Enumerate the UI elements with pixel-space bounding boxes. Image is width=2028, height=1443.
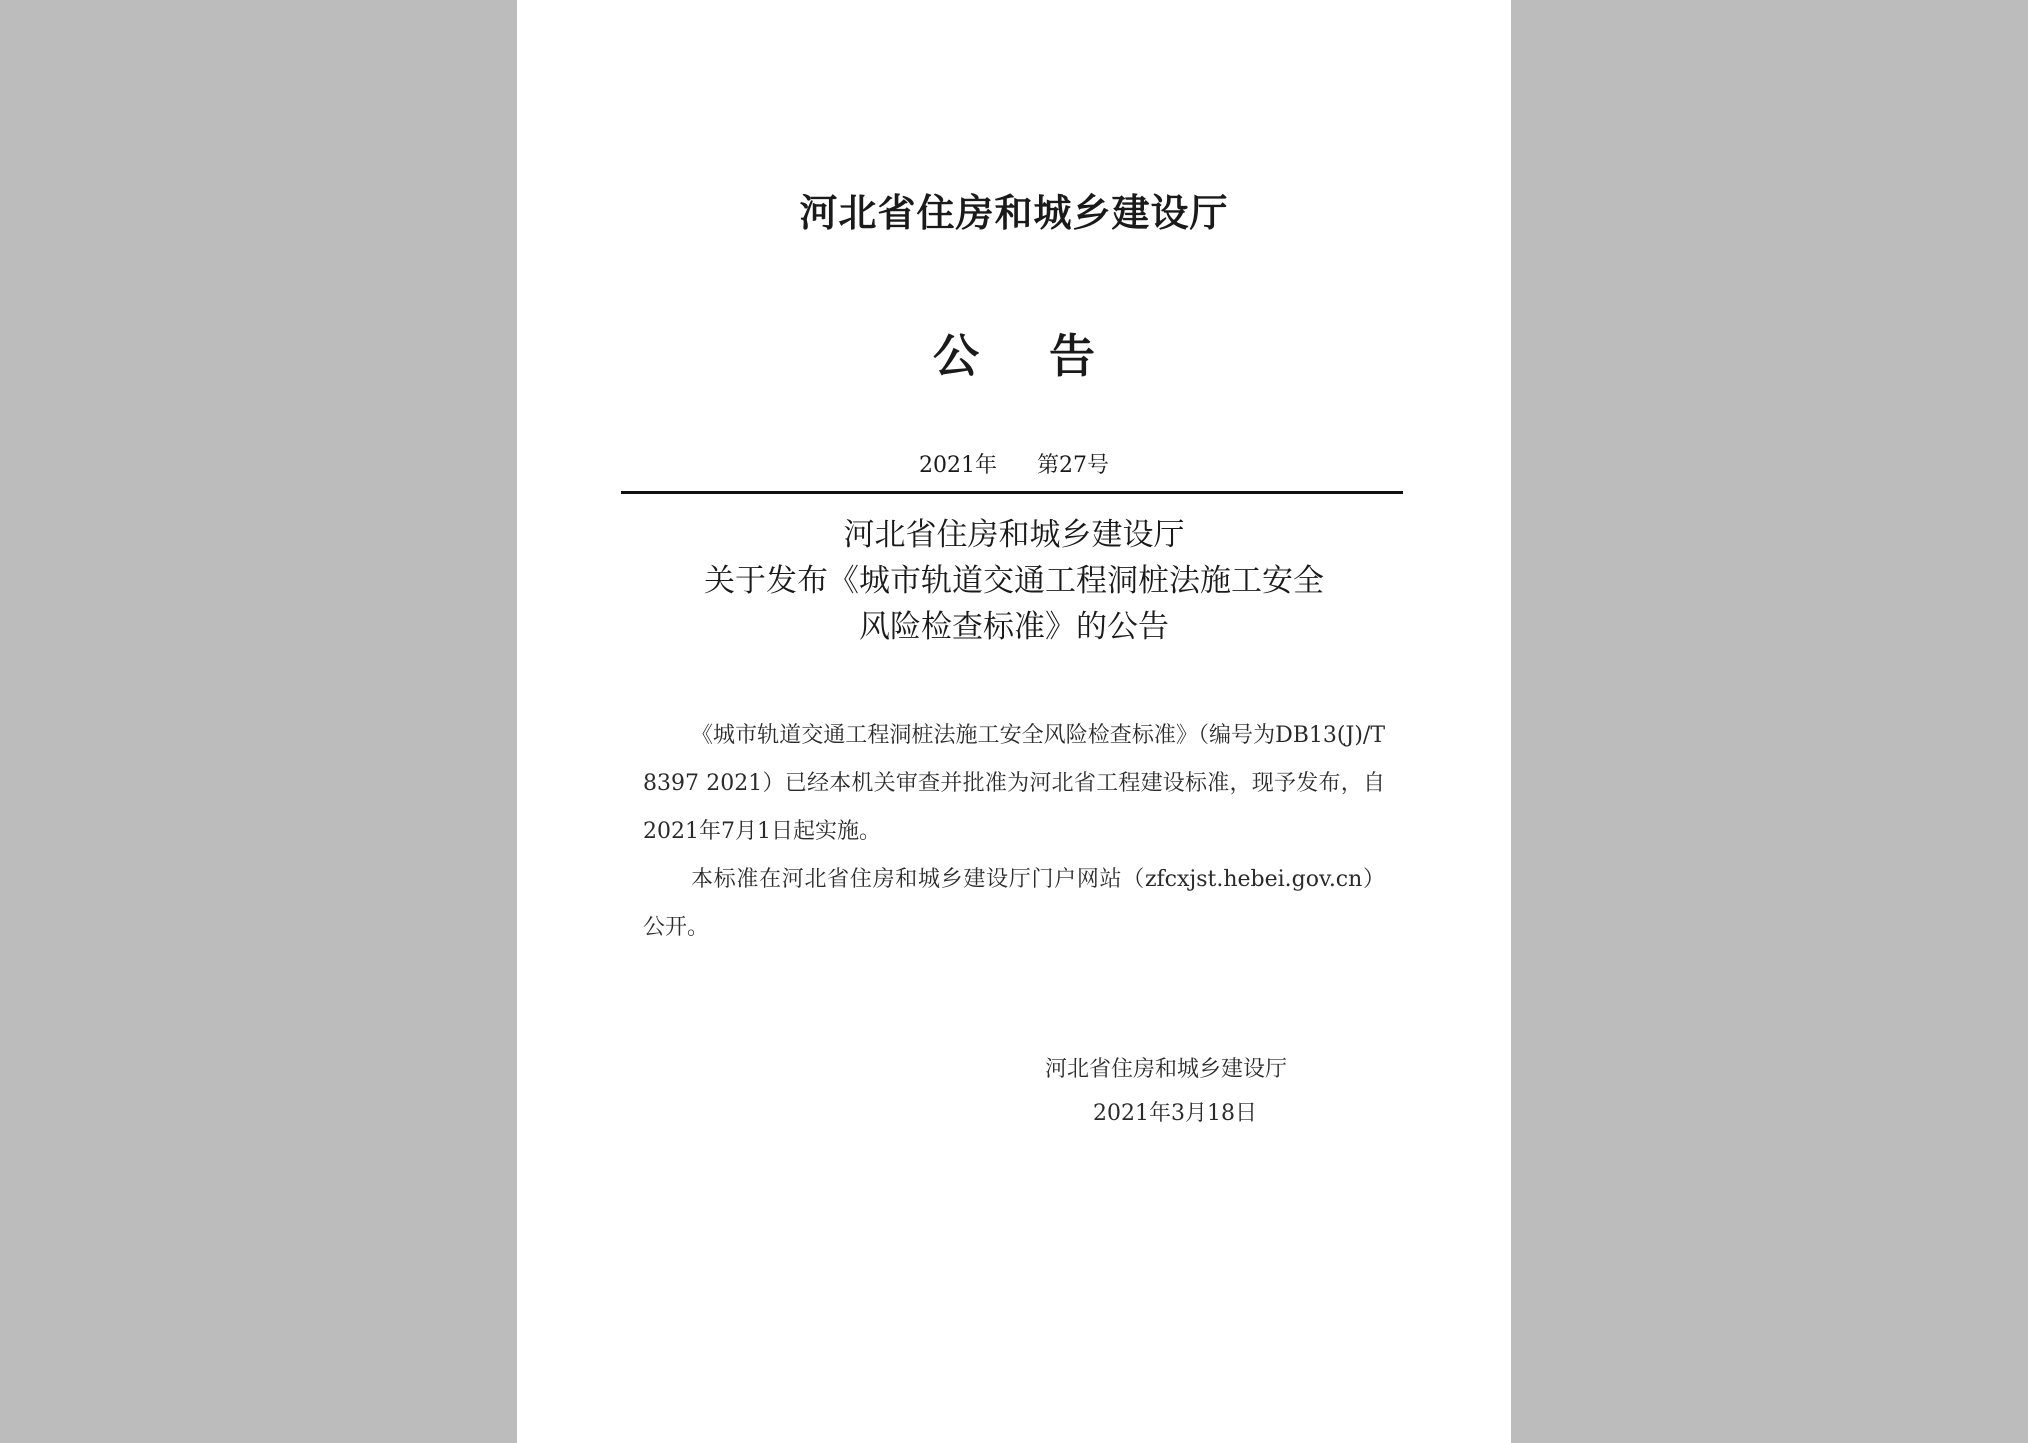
document-page [517, 0, 1511, 1443]
header-divider [621, 491, 1403, 494]
subject-line: 风险检查标准》的公告 [859, 609, 1169, 645]
signature-block [1037, 1048, 1377, 1136]
notice-title: 公告 [933, 329, 1165, 383]
subject-line: 河北省住房和城乡建设厅 [843, 517, 1185, 553]
agency-header: 河北省住房和城乡建设厅 [799, 190, 1229, 235]
body-paragraph: 《城市轨道交通工程洞桩法施工安全风险检查标准》（编号为DB13(J)/T 8397 2021）已经本机关审查并批准为河北省工程建设标准，现予发布，自2021年7月1日起实施。 [643, 723, 1385, 844]
notice-subject [517, 512, 1511, 650]
notice-body [643, 712, 1385, 952]
body-paragraph: 本标准在河北省住房和城乡建设厅门户网站（zfcxjst.hebei.gov.cn）公开。 [643, 867, 1385, 940]
issue-number: 第27号 [1037, 453, 1109, 478]
issue-year: 2021年 [919, 453, 997, 478]
signature-date: 2021年3月18日 [1093, 1101, 1257, 1126]
subject-line: 关于发布《城市轨道交通工程洞桩法施工安全 [704, 563, 1324, 599]
signature-org: 河北省住房和城乡建设厅 [1045, 1057, 1288, 1082]
issue-line [517, 448, 1511, 479]
